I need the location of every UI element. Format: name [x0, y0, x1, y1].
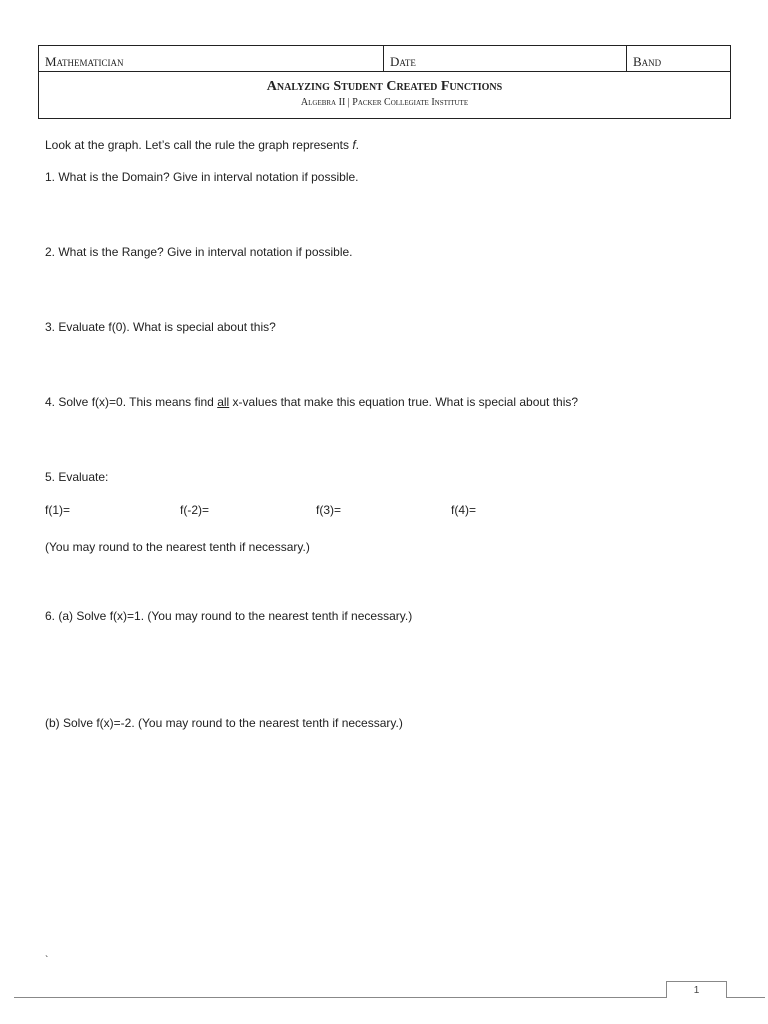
question-5: 5. Evaluate: [45, 470, 109, 484]
worksheet-subtitle: Algebra II | Packer Collegiate Institute [300, 97, 469, 108]
date-label: Date [390, 54, 416, 69]
eval-f-3: f(3)= [316, 503, 342, 517]
question-1: 1. What is the Domain? Give in interval notation if possible. [45, 170, 359, 184]
header-info-row [39, 46, 730, 72]
eval-f-4: f(4)= [451, 503, 477, 517]
header-table [38, 45, 731, 119]
eval-f-1: f(1)= [45, 503, 71, 517]
footer-rule [14, 997, 765, 998]
question-4: 4. Solve f(x)=0. This means find all x-values that make this equation true. What is special about this? [45, 395, 579, 409]
intro-text: Look at the graph. Let’s call the rule the graph represents f. [45, 138, 359, 152]
eval-f-neg2: f(-2)= [180, 503, 210, 517]
mathematician-field[interactable] [39, 46, 384, 72]
band-label: Band [633, 54, 662, 69]
question-5-note: (You may round to the nearest tenth if necessary.) [45, 540, 310, 554]
date-field[interactable] [384, 46, 627, 72]
question-6a: 6. (a) Solve f(x)=1. (You may round to the nearest tenth if necessary.) [45, 609, 413, 623]
band-field[interactable] [627, 46, 731, 72]
worksheet-title: Analyzing Student Created Functions [266, 79, 503, 94]
question-3: 3. Evaluate f(0). What is special about this? [45, 320, 276, 334]
question-2: 2. What is the Range? Give in interval notation if possible. [45, 245, 353, 259]
question-6b: (b) Solve f(x)=-2. (You may round to the nearest tenth if necessary.) [45, 716, 403, 730]
function-name: f [352, 138, 356, 152]
stray-tick-mark: ` [45, 955, 49, 966]
mathematician-label: Mathematician [45, 54, 124, 69]
emphasis-all: all [217, 395, 230, 409]
page-number: 1 [666, 981, 727, 998]
